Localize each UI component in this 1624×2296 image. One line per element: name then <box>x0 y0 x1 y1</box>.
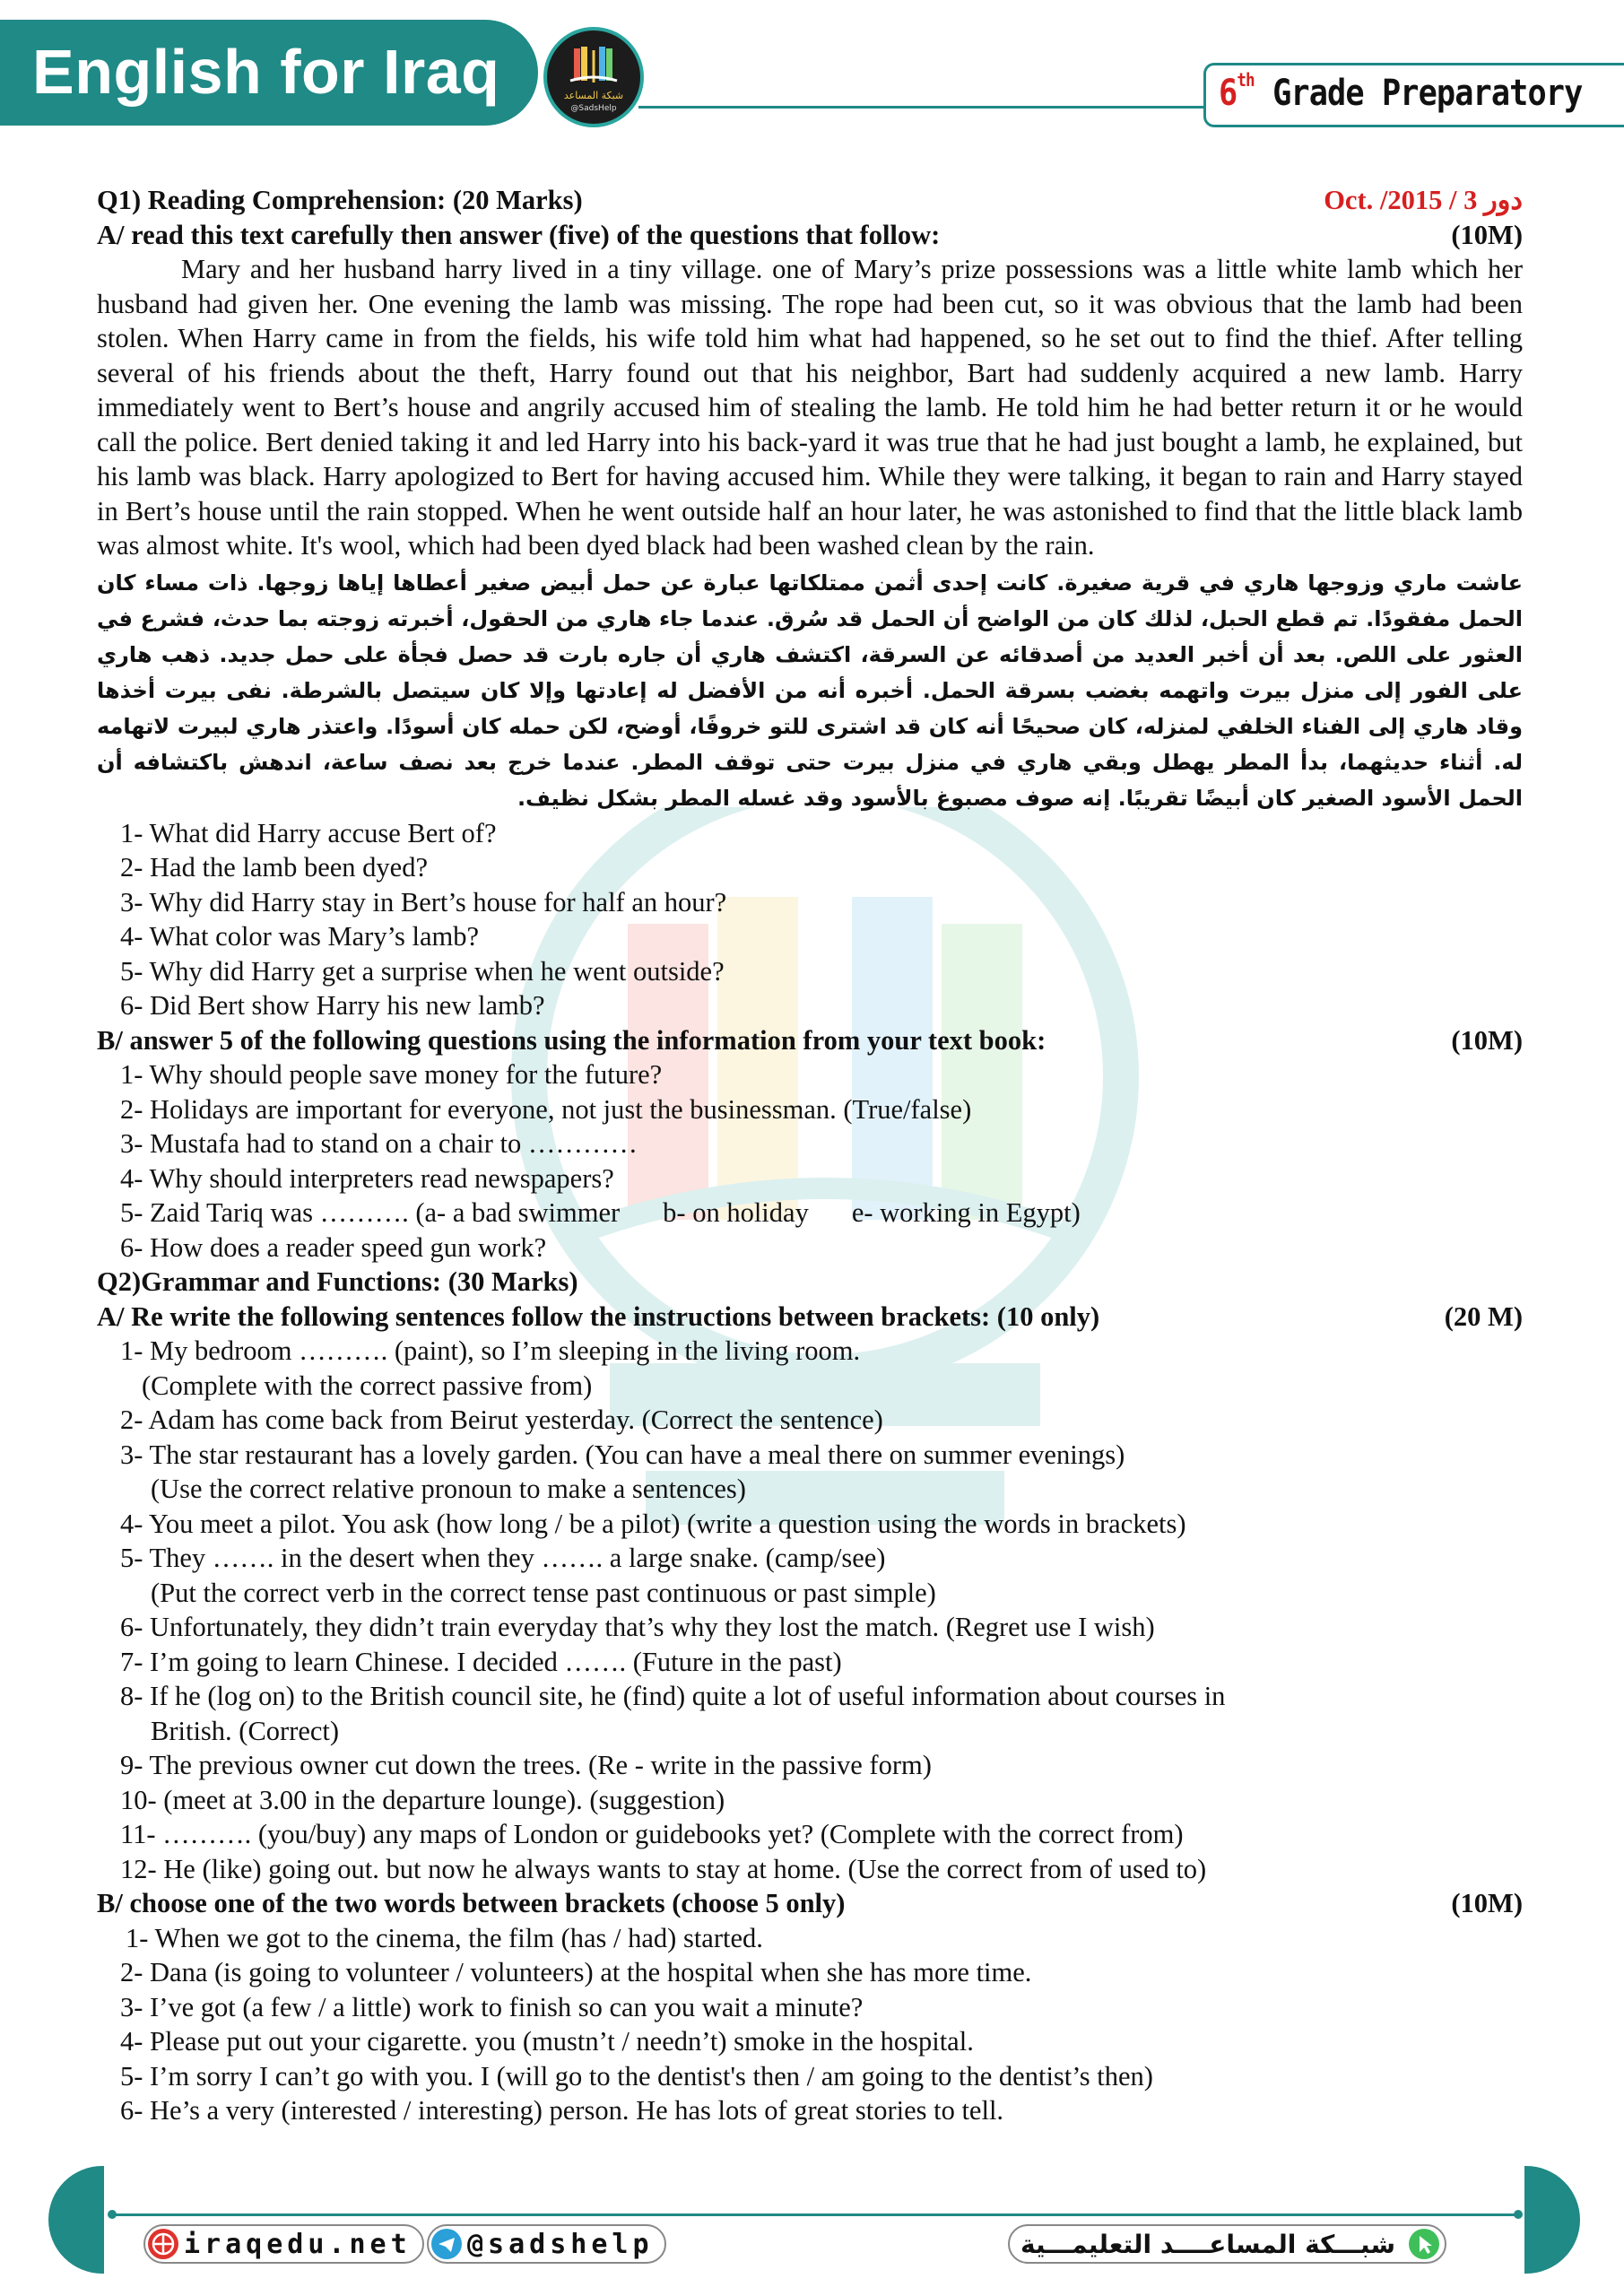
q2a-instruction-row <box>97 1300 1523 1335</box>
list-item: 5- Why did Harry get a surprise when he went outside? <box>120 955 725 987</box>
list-item: 3- Mustafa had to stand on a chair to ………… <box>120 1128 638 1159</box>
q1b-question-list <box>97 1057 1523 1265</box>
q1a-instruction-row <box>97 218 1523 253</box>
q2b-marks: (10M) <box>1451 1888 1523 1918</box>
list-item: 4- Why should interpreters read newspapers? <box>120 1162 614 1194</box>
list-item: 4- What color was Mary’s lamb? <box>120 921 480 952</box>
telegram-icon <box>431 2229 462 2259</box>
q1b-instruction-row <box>97 1023 1523 1058</box>
network-link[interactable] <box>1008 2224 1446 2264</box>
list-item: (Use the correct relative pronoun to make a sentences) <box>151 1474 746 1504</box>
list-item-q5 <box>97 1196 1523 1231</box>
logo-handle-text: @SadsHelp <box>570 104 617 113</box>
header-title: English for Iraq <box>32 37 500 107</box>
network-logo <box>543 27 644 127</box>
list-item: 4- Please put out your cigarette. you (mustn’t / needn’t) smoke in the hospital. <box>120 2026 974 2057</box>
q2a-question-list <box>97 1334 1523 1886</box>
q2b-instruction-row <box>97 1886 1523 1921</box>
list-item: 1- What did Harry accuse Bert of? <box>120 817 497 848</box>
q1b-instruction: B/ answer 5 of the following questions using the information from your text book: <box>97 1024 1046 1056</box>
reading-passage-ar: عاشت ماري وزوجها هاري في قرية صغيرة. كانت إحدى أثمن ممتلكاتها عبارة عن حمل أبيض صغير أعطاها إياها زوجها. ذات مساء كان الحمل مفقودًا. تم قطع الحبل، لذلك كان من الواضح أن الحمل قد سُرق. عندما جاء هاري من الحقول، أخبرته زوجته بما حدث، فشرع في العثور على اللص. بعد أن أخبر العديد من أصدقائه عن السرقة، اكتشف هاري أن جاره بارت قد حصل فجأة على حمل جديد. ذهب هاري على الفور إلى منزل بيرت واتهمه بغضب بسرقة الحمل. أخبره أنه من الأفضل له إعادتها وإلا كان سيتصل بالشرطة. نفى بيرت أخذها وقاد هاري إلى الفناء الخلفي لمنزله، كان صحيحًا أنه كان قد اشترى للتو خروفًا، أوضح، لكن حمله كان أسودًا. واعتذر هاري لبيرت لاتهامه له. أثناء حديثهما، بدأ المطر يهطل وبقي هاري في منزل بيرت حتى توقف المطر. عندما خرج بعد نصف ساعة، اندهش باكتشافه أن الحمل الأسود الصغير كان أبيضًا تقريبًا. إنه صوف مصبوغ بالأسود وقد غسله المطر بشكل نظيف. <box>97 570 1523 811</box>
list-item: 6- He’s a very (interested / interesting) person. He has lots of great stories to tell. <box>120 2095 1004 2126</box>
grade-text: Grade Preparatory <box>1272 73 1583 114</box>
list-item: 6- Unfortunately, they didn’t train everyday that’s why they lost the match. (Regret use I wish) <box>120 1612 1155 1642</box>
reading-passage-en: Mary and her husband harry lived in a tiny village. one of Mary’s prize possessions was a little white lamb which her husband had given her. One evening the lamb was missing. The rope had been cut, so it was obvious that the lamb had been stolen. When Harry came in from the fields, his wife told him what had happened, so he set out to find the thief. After telling several of his friends about the theft, Harry found out that his neighbor, Bart had suddenly acquired a new lamb. Harry immediately went to Bert’s house and angrily accused him of stealing the lamb. He told him he had better return it or he would call the police. Bert denied taking it and led Harry into his back-yard it was true that he had just bought a lamb, he explained, but his lamb was black. Harry apologized to Bert for having accused him. While they were talking, it began to rain and Harry stayed in Bert’s house until the rain stopped. When he went outside half an hour later, he was astonished to find that the little black lamb was almost white. It's wool, which had been dyed black had been washed clean by the rain. <box>97 254 1523 561</box>
list-item: 11- ………. (you/buy) any maps of London or guidebooks yet? (Complete with the correct from) <box>120 1819 1184 1849</box>
q2b-instruction: B/ choose one of the two words between brackets (choose 5 only) <box>97 1888 846 1918</box>
list-item: (Complete with the correct passive from) <box>142 1370 593 1401</box>
footer-rule-dot <box>1514 2210 1523 2219</box>
list-item: (Put the correct verb in the correct tense past continuous or past simple) <box>151 1577 936 1608</box>
grade-label <box>1219 69 1583 114</box>
q1a-instruction: A/ read this text carefully then answer (five) of the questions that follow: <box>97 219 941 250</box>
list-item: 5- They ……. in the desert when they ……. a large snake. (camp/see) <box>120 1543 886 1573</box>
list-item: 6- Did Bert show Harry his new lamb? <box>120 990 545 1021</box>
telegram-text: @sadshelp <box>467 2228 654 2260</box>
q1a-marks: (10M) <box>1451 219 1523 250</box>
grade-badge <box>1203 63 1624 127</box>
q1b-marks: (10M) <box>1451 1024 1523 1056</box>
list-item: 12- He (like) going out. but now he always wants to stay at home. (Use the correct from of used to) <box>120 1853 1207 1884</box>
list-item: 3- The star restaurant has a lovely garden. (You can have a meal there on summer evenings) <box>120 1439 1125 1470</box>
list-item: 10- (meet at 3.00 in the departure lounge). (suggestion) <box>120 1784 725 1815</box>
q2-heading: Q2)Grammar and Functions: (30 Marks) <box>97 1266 578 1297</box>
list-item: British. (Correct) <box>151 1715 340 1746</box>
q2a-marks: (20 M) <box>1444 1300 1523 1332</box>
cursor-icon <box>1409 2229 1439 2259</box>
grade-suffix: th <box>1237 69 1255 91</box>
globe-icon <box>148 2229 178 2259</box>
q1a-question-list <box>97 816 1523 1023</box>
q1-heading: Q1) Reading Comprehension: (20 Marks) <box>97 185 583 215</box>
book-icon <box>567 43 621 86</box>
telegram-link[interactable] <box>427 2224 666 2264</box>
footer-rule-dot <box>108 2210 117 2219</box>
list-item: 1- My bedroom ………. (paint), so I’m sleeping in the living room. <box>120 1335 861 1366</box>
footer-right-cap <box>1524 2166 1580 2274</box>
list-item: 3- Why did Harry stay in Bert’s house for half an hour? <box>120 886 727 918</box>
footer-rule <box>111 2213 1519 2216</box>
logo-arabic-text: شبكة المساعد <box>563 90 624 101</box>
footer-left-cap <box>48 2166 104 2274</box>
list-item: 1- When we got to the cinema, the film (has / had) started. <box>126 1922 763 1953</box>
exam-date: Oct. /2015 / 3 دور <box>1324 185 1523 215</box>
website-text: iraqedu.net <box>184 2228 412 2260</box>
list-item: 9- The previous owner cut down the trees. (Re - write in the passive form) <box>120 1750 932 1780</box>
q1-heading-row <box>97 183 1523 218</box>
list-item: 2- Had the lamb been dyed? <box>120 852 428 883</box>
list-item: 5- I’m sorry I can’t go with you. I (will go to the dentist's then / am going to the dentist’s then) <box>120 2060 1153 2092</box>
list-item: 6- How does a reader speed gun work? <box>120 1231 547 1263</box>
q5-stem: 5- Zaid Tariq was ………. (a- a bad swimmer <box>120 1197 621 1228</box>
list-item: 4- You meet a pilot. You ask (how long / be a pilot) (write a question using the words in brackets) <box>120 1508 1186 1539</box>
list-item: 7- I’m going to learn Chinese. I decided ……. (Future in the past) <box>120 1646 842 1677</box>
list-item: 2- Adam has come back from Beirut yesterday. (Correct the sentence) <box>120 1405 883 1435</box>
list-item: 8- If he (log on) to the British council site, he (find) quite a lot of useful information about courses in <box>120 1681 1226 1711</box>
header-rule <box>638 106 1203 109</box>
q2b-question-list <box>97 1921 1523 2128</box>
list-item: 3- I’ve got (a few / a little) work to finish so can you wait a minute? <box>120 1991 864 2022</box>
network-name-ar: شبـــكة المساعــــد التعليمـــية <box>1020 2229 1396 2259</box>
q5-option-e: e- working in Egypt) <box>851 1197 1081 1228</box>
list-item: 2- Holidays are important for everyone, not just the businessman. (True/false) <box>120 1093 972 1125</box>
list-item: 1- Why should people save money for the future? <box>120 1059 663 1090</box>
exam-content <box>97 183 1523 2128</box>
list-item: 2- Dana (is going to volunteer / volunteers) at the hospital when she has more time. <box>120 1957 1032 1987</box>
q5-option-b: b- on holiday <box>663 1197 809 1228</box>
q2a-instruction: A/ Re write the following sentences follow the instructions between brackets: (10 only) <box>97 1300 1100 1332</box>
grade-number: 6 <box>1219 73 1238 114</box>
website-link[interactable] <box>143 2224 424 2264</box>
